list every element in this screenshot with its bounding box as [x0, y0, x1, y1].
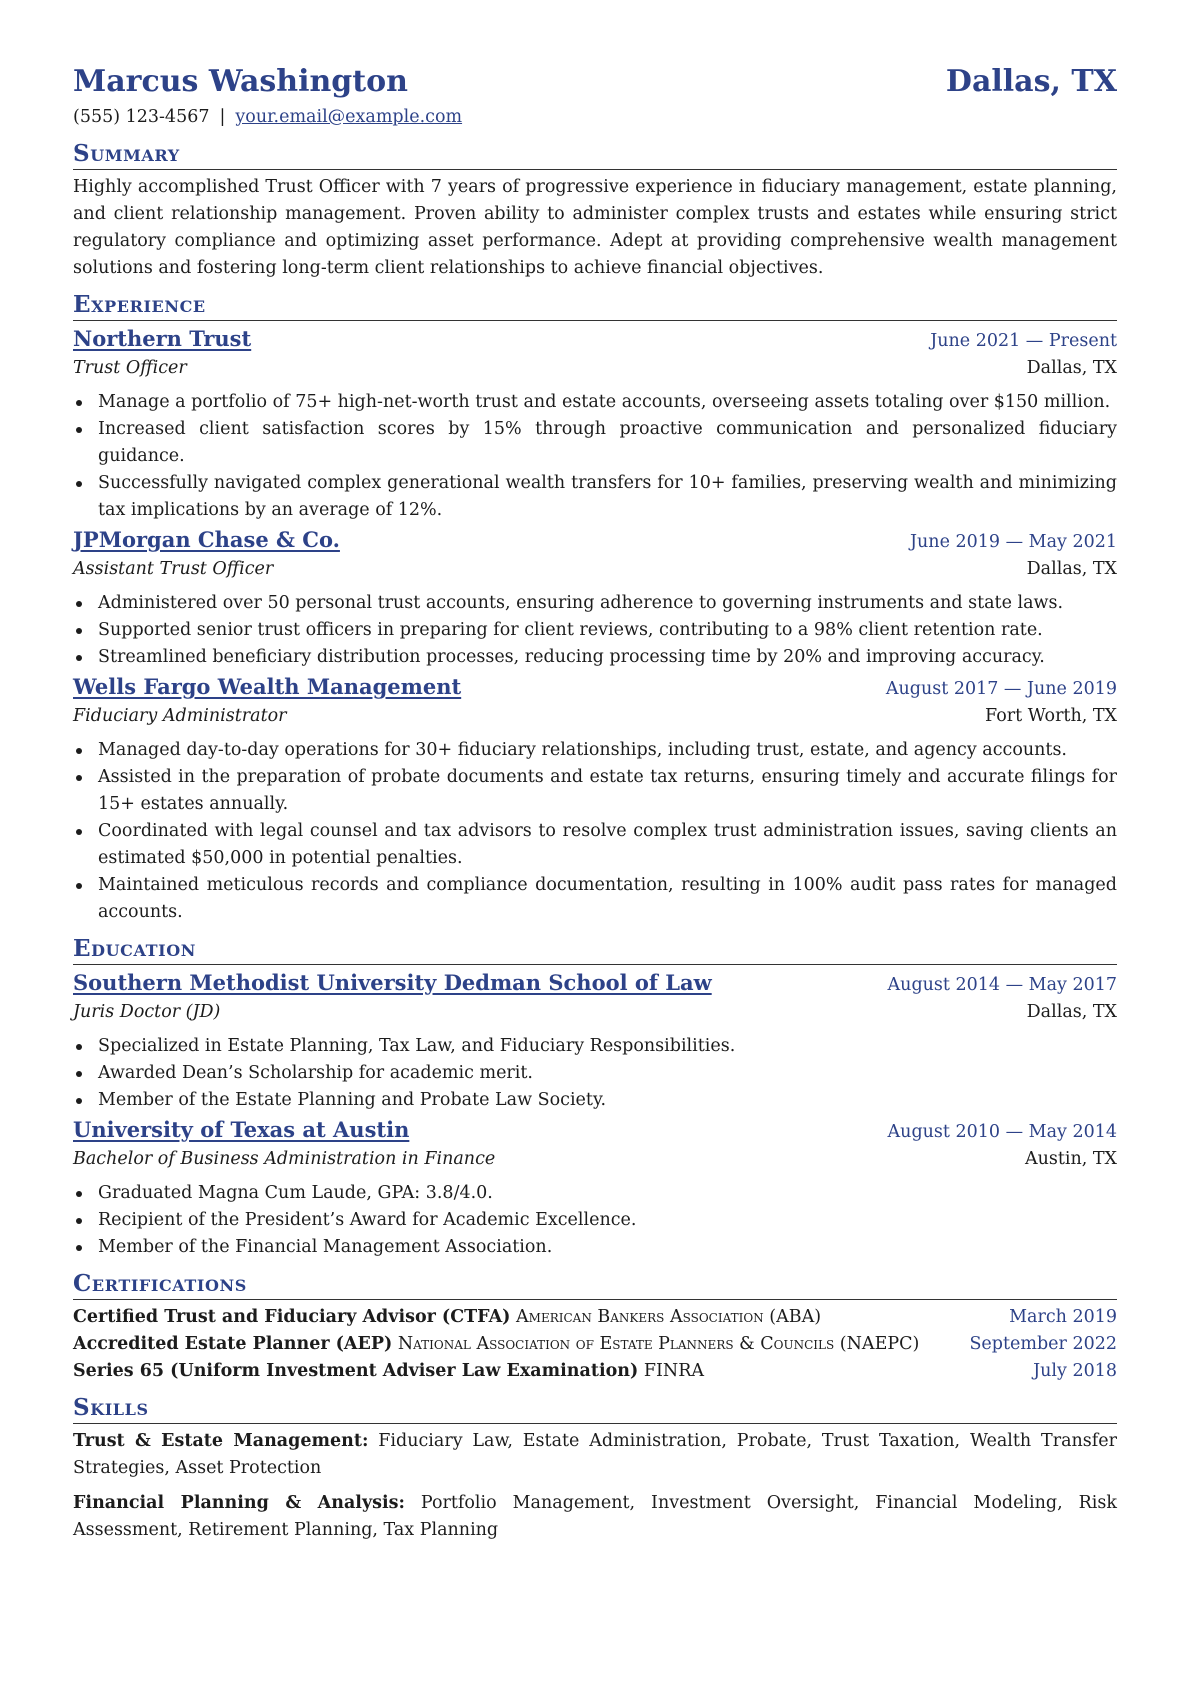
skill-category: Financial Planning & Analysis: — [73, 1493, 405, 1513]
employment-dates: June 2019 — May 2021 — [910, 532, 1117, 552]
summary-text: Highly accomplished Trust Officer with 7 years of progressive experience in fiduciary management, estate planning, and client relationship management. Proven ability to administer complex trusts and estates while ensuring strict regulatory compliance and optimizing asset performance. Adept at providing comprehensive wealth management solutions and fostering long-term client relationships to achieve financial objectives. — [73, 177, 1117, 278]
bullet-item: Graduated Magna Cum Laude, GPA: 3.8/4.0. — [73, 1180, 1117, 1207]
skill-group — [73, 1428, 1117, 1482]
employer-link[interactable]: Wells Fargo Wealth Management — [73, 674, 462, 699]
certification-date: March 2019 — [1009, 1307, 1117, 1327]
certification-date: July 2018 — [1033, 1361, 1117, 1381]
certification-name: Certified Trust and Fiduciary Advisor (CTFA) — [73, 1307, 511, 1327]
experience-entry — [73, 325, 1117, 524]
candidate-name: Marcus Washington — [73, 64, 408, 99]
bullet-item: Member of the Estate Planning and Probate Law Society. — [73, 1087, 1117, 1114]
job-title: Trust Officer — [73, 358, 187, 378]
employment-dates: June 2021 — Present — [930, 331, 1117, 351]
bullet-item: Recipient of the President’s Award for Academic Excellence. — [73, 1207, 1117, 1234]
certification-item — [73, 1304, 1117, 1331]
certification-issuer: FINRA — [643, 1361, 705, 1381]
achievement-list — [73, 389, 1117, 524]
bullet-item: Awarded Dean’s Scholarship for academic merit. — [73, 1060, 1117, 1087]
education-entry — [73, 1116, 1117, 1261]
education-highlights — [73, 1033, 1117, 1114]
section-title-skills: Skills — [73, 1394, 1117, 1424]
certification-date: September 2022 — [969, 1334, 1117, 1354]
degree: Juris Doctor (JD) — [73, 1002, 221, 1022]
skill-group — [73, 1490, 1117, 1544]
school-location: Austin, TX — [1024, 1149, 1117, 1169]
bullet-item: Increased client satisfaction scores by 15% through proactive communication and personalized fiduciary guidance. — [73, 416, 1117, 470]
certification-issuer: American Bankers Association (ABA) — [516, 1307, 822, 1327]
skill-list: Portfolio Management, Investment Oversight, Financial Modeling, Risk Assessment, Retirement Planning, Tax Planning — [73, 1493, 1117, 1540]
job-location: Dallas, TX — [1026, 358, 1117, 378]
employer-link[interactable]: Northern Trust — [73, 326, 252, 351]
contact-line — [73, 104, 1117, 131]
contact-separator: | — [219, 107, 226, 127]
bullet-item: Streamlined beneficiary distribution processes, reducing processing time by 20% and improving accuracy. — [73, 644, 1117, 671]
resume-header — [73, 62, 1117, 102]
employer-link[interactable]: JPMorgan Chase & Co. — [73, 527, 340, 552]
section-title-experience: Experience — [73, 291, 1117, 321]
certification-issuer: National Association of Estate Planners & Councils (NAEPC) — [397, 1334, 920, 1354]
achievement-list — [73, 737, 1117, 926]
education-entry — [73, 969, 1117, 1114]
bullet-item: Administered over 50 personal trust accounts, ensuring adherence to governing instruments and state laws. — [73, 590, 1117, 617]
bullet-item: Member of the Financial Management Association. — [73, 1234, 1117, 1261]
education-dates: August 2010 — May 2014 — [887, 1122, 1117, 1142]
phone-number: (555) 123-4567 — [73, 107, 210, 127]
certification-item — [73, 1358, 1117, 1385]
bullet-item: Manage a portfolio of 75+ high-net-worth trust and estate accounts, overseeing assets totaling over $150 million. — [73, 389, 1117, 416]
experience-entry — [73, 673, 1117, 926]
section-title-education: Education — [73, 935, 1117, 965]
education-highlights — [73, 1180, 1117, 1261]
bullet-item: Maintained meticulous records and compliance documentation, resulting in 100% audit pass rates for managed accounts. — [73, 872, 1117, 926]
bullet-item: Specialized in Estate Planning, Tax Law, and Fiduciary Responsibilities. — [73, 1033, 1117, 1060]
certification-name: Accredited Estate Planner (AEP) — [73, 1334, 393, 1354]
certification-item — [73, 1331, 1117, 1358]
school-location: Dallas, TX — [1026, 1002, 1117, 1022]
bullet-item: Coordinated with legal counsel and tax advisors to resolve complex trust administration issues, saving clients an estimated $50,000 in potential penalties. — [73, 818, 1117, 872]
section-title-summary: Summary — [73, 140, 1117, 170]
job-title: Assistant Trust Officer — [73, 559, 274, 579]
degree: Bachelor of Business Administration in Finance — [73, 1149, 496, 1169]
education-dates: August 2014 — May 2017 — [887, 975, 1117, 995]
skill-list: Fiduciary Law, Estate Administration, Probate, Trust Taxation, Wealth Transfer Strategies, Asset Protection — [73, 1431, 1117, 1478]
skill-category: Trust & Estate Management: — [73, 1431, 369, 1451]
section-title-certifications: Certifications — [73, 1270, 1117, 1300]
bullet-item: Supported senior trust officers in preparing for client reviews, contributing to a 98% client retention rate. — [73, 617, 1117, 644]
candidate-location: Dallas, TX — [945, 64, 1117, 99]
achievement-list — [73, 590, 1117, 671]
employment-dates: August 2017 — June 2019 — [885, 679, 1117, 699]
bullet-item: Assisted in the preparation of probate documents and estate tax returns, ensuring timely and accurate filings for 15+ estates annually. — [73, 764, 1117, 818]
school-link[interactable]: University of Texas at Austin — [73, 1117, 410, 1142]
school-link[interactable]: Southern Methodist University Dedman School of Law — [73, 970, 712, 995]
job-title: Fiduciary Administrator — [73, 706, 287, 726]
experience-entry — [73, 526, 1117, 671]
email-link[interactable]: your.email@example.com — [235, 107, 463, 127]
certification-name: Series 65 (Uniform Investment Adviser Law Examination) — [73, 1361, 639, 1381]
job-location: Dallas, TX — [1026, 559, 1117, 579]
job-location: Fort Worth, TX — [985, 706, 1117, 726]
bullet-item: Managed day-to-day operations for 30+ fiduciary relationships, including trust, estate, and agency accounts. — [73, 737, 1117, 764]
bullet-item: Successfully navigated complex generational wealth transfers for 10+ families, preserving wealth and minimizing tax implications by an average of 12%. — [73, 470, 1117, 524]
